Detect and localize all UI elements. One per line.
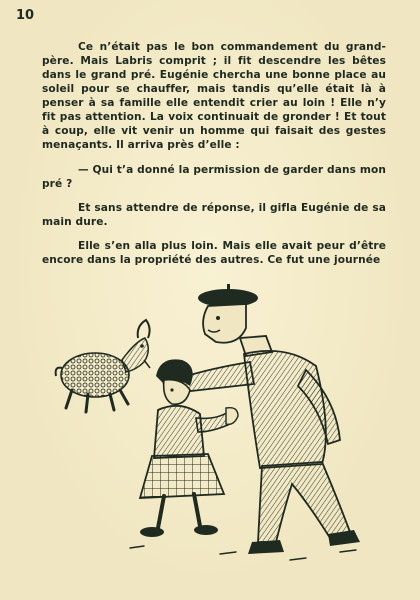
body-text	[42, 40, 386, 277]
paragraph-3: Et sans attendre de réponse, il gifla Eugénie de sa main dure.	[42, 202, 386, 228]
paragraph-4: Elle s’en alla plus loin. Mais elle avait peur d’être encore dans la propriété des autres. Ce fut une journée	[42, 240, 386, 266]
ground-marks	[130, 546, 356, 560]
goat-figure	[56, 320, 150, 412]
woodcut-illustration	[40, 280, 390, 580]
paragraph-2: — Qui t’a donné la permission de garder dans mon pré ?	[42, 164, 386, 190]
paragraph-1: Ce n’était pas le bon commandement du grand-père. Mais Labris comprit ; il fit descendre les bêtes dans le grand pré. Eugénie chercha une bonne place au soleil pour se chauffer, mais tandis qu’elle était là à penser à sa famille elle entendit crier au loin ! Elle n’y fit pas attention. La voix continuait de gronder ! Et tout à coup, elle vit venir un homme qui faisait des gestes menaçants. Il arriva près d’elle :	[42, 41, 386, 151]
page-number: 10	[16, 8, 35, 23]
